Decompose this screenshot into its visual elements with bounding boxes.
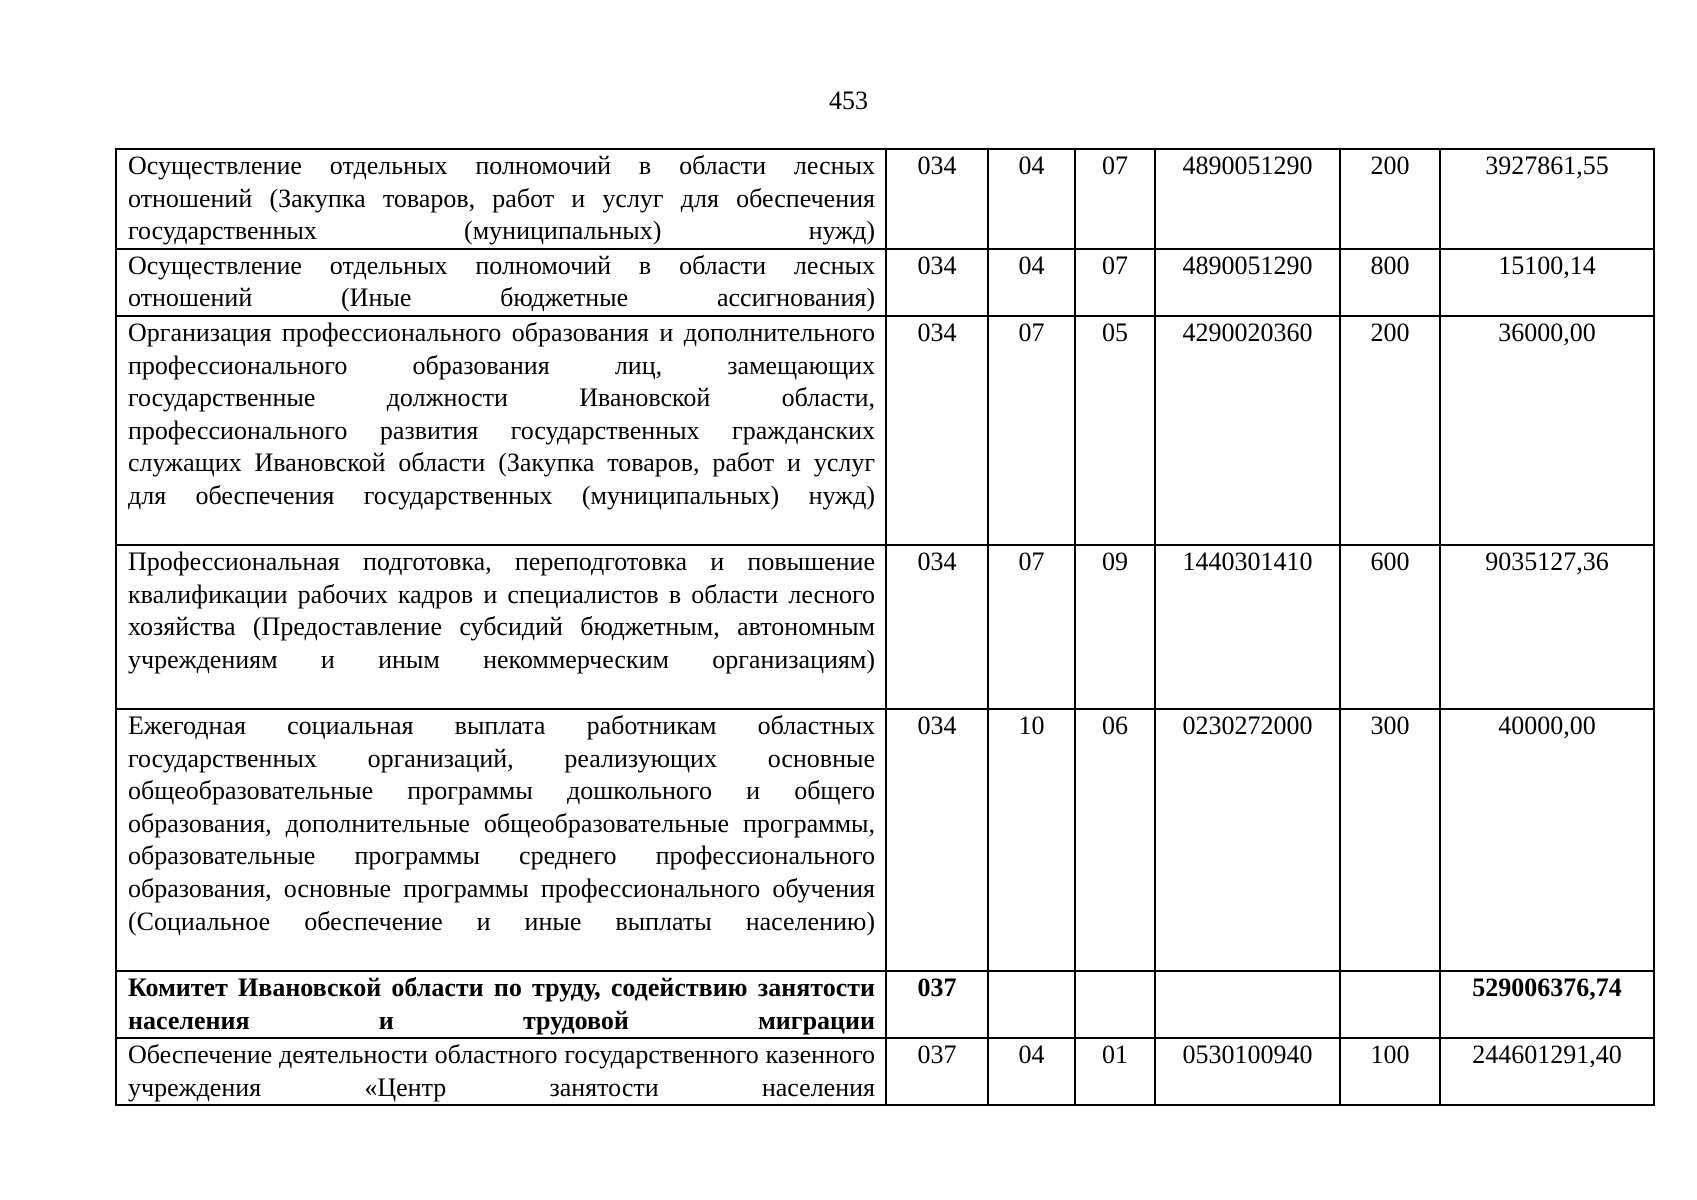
expense-type-code: 200 (1340, 149, 1440, 249)
section-code: 07 (988, 545, 1075, 709)
table-row (116, 1038, 1654, 1105)
row-name: Осуществление отдельных полномочий в области лесных отношений (Закупка товаров, работ и услуг для обеспечения государственных (муниципальных) нужд) (116, 149, 886, 249)
table-row (116, 545, 1654, 709)
subsection-code: 07 (1075, 249, 1155, 316)
subsection-code: 06 (1075, 709, 1155, 971)
target-article-code: 1440301410 (1155, 545, 1340, 709)
row-name: Комитет Ивановской области по труду, содействию занятости населения и трудовой миграции (116, 971, 886, 1038)
target-article-code: 0530100940 (1155, 1038, 1340, 1105)
target-article-code: 0230272000 (1155, 709, 1340, 971)
row-name: Обеспечение деятельности областного государственного казенного учреждения «Центр занятости населения (116, 1038, 886, 1105)
table-row (116, 149, 1654, 249)
amount: 40000,00 (1440, 709, 1654, 971)
section-code: 07 (988, 316, 1075, 545)
department-code: 034 (886, 249, 988, 316)
target-article-code: 4890051290 (1155, 149, 1340, 249)
amount: 15100,14 (1440, 249, 1654, 316)
subsection-code (1075, 971, 1155, 1038)
amount: 529006376,74 (1440, 971, 1654, 1038)
expense-type-code: 800 (1340, 249, 1440, 316)
row-name: Организация профессионального образования и дополнительного профессионального образования лиц, замещающих государственные должности Ивановской области, профессионального развития государственных гражданских служащих Ивановской области (Закупка товаров, работ и услуг для обеспечения государственных (муниципальных) нужд) (116, 316, 886, 545)
subsection-code: 07 (1075, 149, 1155, 249)
target-article-code (1155, 971, 1340, 1038)
table-row-department-total (116, 971, 1654, 1038)
amount: 244601291,40 (1440, 1038, 1654, 1105)
expense-type-code: 200 (1340, 316, 1440, 545)
section-code: 10 (988, 709, 1075, 971)
budget-table (115, 148, 1655, 1106)
target-article-code: 4890051290 (1155, 249, 1340, 316)
expense-type-code: 100 (1340, 1038, 1440, 1105)
expense-type-code: 300 (1340, 709, 1440, 971)
department-code: 037 (886, 1038, 988, 1105)
page-number: 453 (829, 86, 868, 115)
section-code: 04 (988, 149, 1075, 249)
amount: 36000,00 (1440, 316, 1654, 545)
section-code: 04 (988, 249, 1075, 316)
table-row (116, 709, 1654, 971)
subsection-code: 05 (1075, 316, 1155, 545)
expense-type-code: 600 (1340, 545, 1440, 709)
expense-type-code (1340, 971, 1440, 1038)
department-code: 034 (886, 149, 988, 249)
target-article-code: 4290020360 (1155, 316, 1340, 545)
table-row (116, 249, 1654, 316)
amount: 3927861,55 (1440, 149, 1654, 249)
row-name: Осуществление отдельных полномочий в области лесных отношений (Иные бюджетные ассигнования) (116, 249, 886, 316)
department-code: 037 (886, 971, 988, 1038)
department-code: 034 (886, 545, 988, 709)
amount: 9035127,36 (1440, 545, 1654, 709)
subsection-code: 09 (1075, 545, 1155, 709)
row-name: Профессиональная подготовка, переподготовка и повышение квалификации рабочих кадров и специалистов в области лесного хозяйства (Предоставление субсидий бюджетным, автономным учреждениям и иным некоммерческим организациям) (116, 545, 886, 709)
table-row (116, 316, 1654, 545)
section-code (988, 971, 1075, 1038)
subsection-code: 01 (1075, 1038, 1155, 1105)
section-code: 04 (988, 1038, 1075, 1105)
department-code: 034 (886, 709, 988, 971)
department-code: 034 (886, 316, 988, 545)
row-name: Ежегодная социальная выплата работникам областных государственных организаций, реализующих основные общеобразовательные программы дошкольного и общего образования, дополнительные общеобразовательные программы, образовательные программы среднего профессионального образования, основные программы профессионального обучения (Социальное обеспечение и иные выплаты населению) (116, 709, 886, 971)
